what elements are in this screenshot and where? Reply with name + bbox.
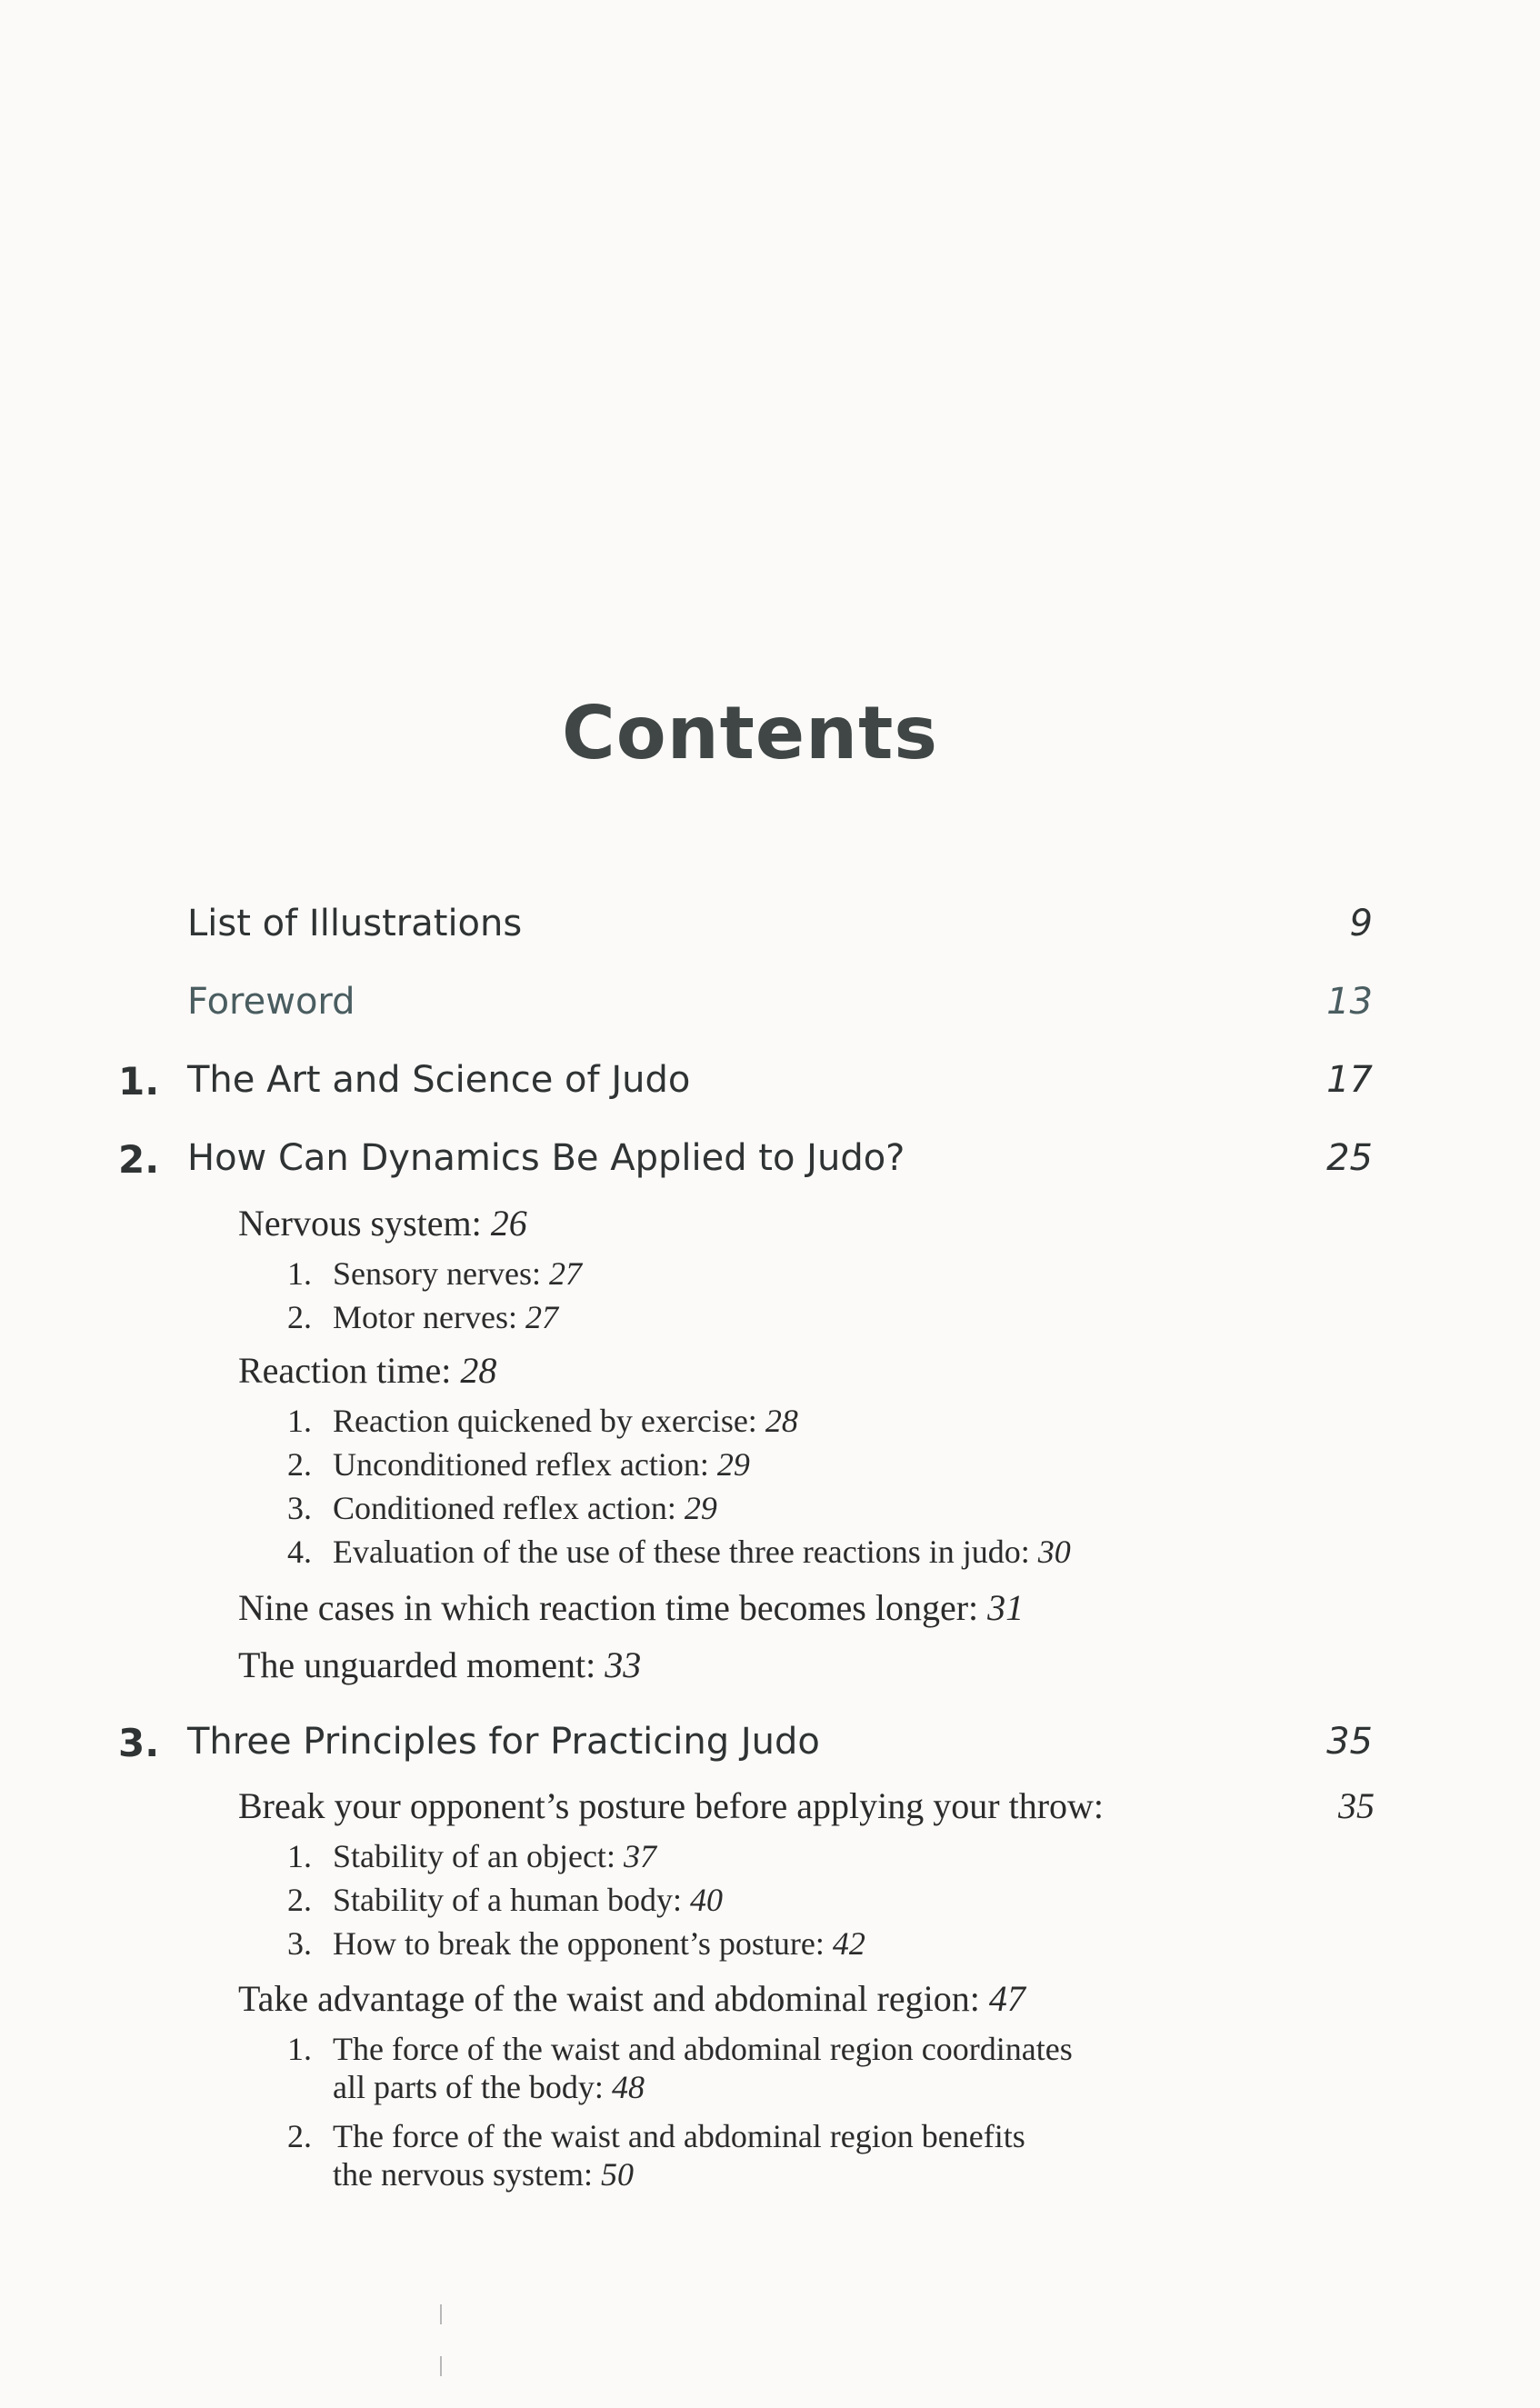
entry-page: 17 [1326, 1059, 1373, 1101]
entry-label: Foreword [187, 981, 355, 1023]
toc-subsection[interactable]: 4. Evaluation of the use of these three reactions in judo: 30 [287, 1534, 1071, 1570]
toc-subsection[interactable]: 1. The force of the waist and abdominal region coordinates all parts of the body: 48 [287, 2031, 1073, 2105]
chapter-number: 3. [118, 1721, 160, 1765]
section-label: Break your opponent’s posture before applying your throw: [238, 1785, 1105, 1826]
section-page: 47 [988, 1978, 1025, 2019]
toc-subsection[interactable]: 1. Sensory nerves: 27 [287, 1255, 582, 1292]
entry-label: Three Principles for Practicing Judo [187, 1721, 820, 1763]
toc-subsection[interactable]: 3. How to break the opponent’s posture: 42 [287, 1925, 865, 1962]
entry-label: The Art and Science of Judo [187, 1059, 691, 1101]
toc-section-waist-abdominal[interactable] [238, 1977, 1025, 2020]
toc-subsection[interactable]: 2. Stability of a human body: 40 [287, 1882, 723, 1918]
toc-entry-illustrations[interactable] [118, 903, 1373, 957]
toc-subsection[interactable]: 2. The force of the waist and abdominal region benefits the nervous system: 50 [287, 2118, 1025, 2193]
section-label: Nervous system: [238, 1203, 482, 1244]
entry-page: 35 [1326, 1721, 1373, 1763]
section-label: Take advantage of the waist and abdominal region: [238, 1978, 980, 2019]
entry-page: 13 [1326, 981, 1373, 1023]
section-label: Reaction time: [238, 1350, 452, 1391]
toc-entry-chapter-2[interactable] [118, 1137, 1373, 1192]
section-page: 26 [490, 1203, 527, 1244]
section-label: The unguarded moment: [238, 1644, 596, 1685]
section-label: Nine cases in which reaction time becomes longer: [238, 1587, 979, 1628]
chapter-number: 2. [118, 1137, 160, 1182]
toc-section-reaction-time[interactable] [238, 1349, 496, 1392]
scan-mark [440, 2304, 442, 2324]
toc-section-break-posture[interactable] [238, 1784, 1375, 1827]
section-page: 28 [460, 1350, 497, 1391]
section-page: 31 [987, 1587, 1025, 1628]
toc-subsection[interactable]: 2. Motor nerves: 27 [287, 1299, 558, 1335]
toc-subsection[interactable]: 1. Stability of an object: 37 [287, 1838, 656, 1874]
toc-entry-chapter-3[interactable] [118, 1721, 1373, 1775]
toc-subsection[interactable]: 3. Conditioned reflex action: 29 [287, 1490, 717, 1526]
chapter-number: 1. [118, 1059, 160, 1104]
page-title: Contents [562, 691, 938, 775]
entry-label: How Can Dynamics Be Applied to Judo? [187, 1137, 905, 1179]
toc-entry-foreword[interactable] [118, 981, 1373, 1035]
section-page: 33 [605, 1644, 642, 1685]
entry-label: List of Illustrations [187, 903, 523, 944]
toc-subsection[interactable]: 2. Unconditioned reflex action: 29 [287, 1446, 750, 1483]
toc-section-nervous-system[interactable] [238, 1202, 527, 1244]
toc-entry-chapter-1[interactable] [118, 1059, 1373, 1114]
toc-section-nine-cases[interactable] [238, 1586, 1024, 1629]
entry-page: 9 [1349, 903, 1373, 944]
toc-section-unguarded-moment[interactable] [238, 1644, 641, 1686]
entry-page: 25 [1326, 1137, 1373, 1179]
scan-mark [440, 2356, 442, 2376]
toc-subsection[interactable]: 1. Reaction quickened by exercise: 28 [287, 1403, 798, 1439]
section-page: 35 [1338, 1785, 1375, 1826]
